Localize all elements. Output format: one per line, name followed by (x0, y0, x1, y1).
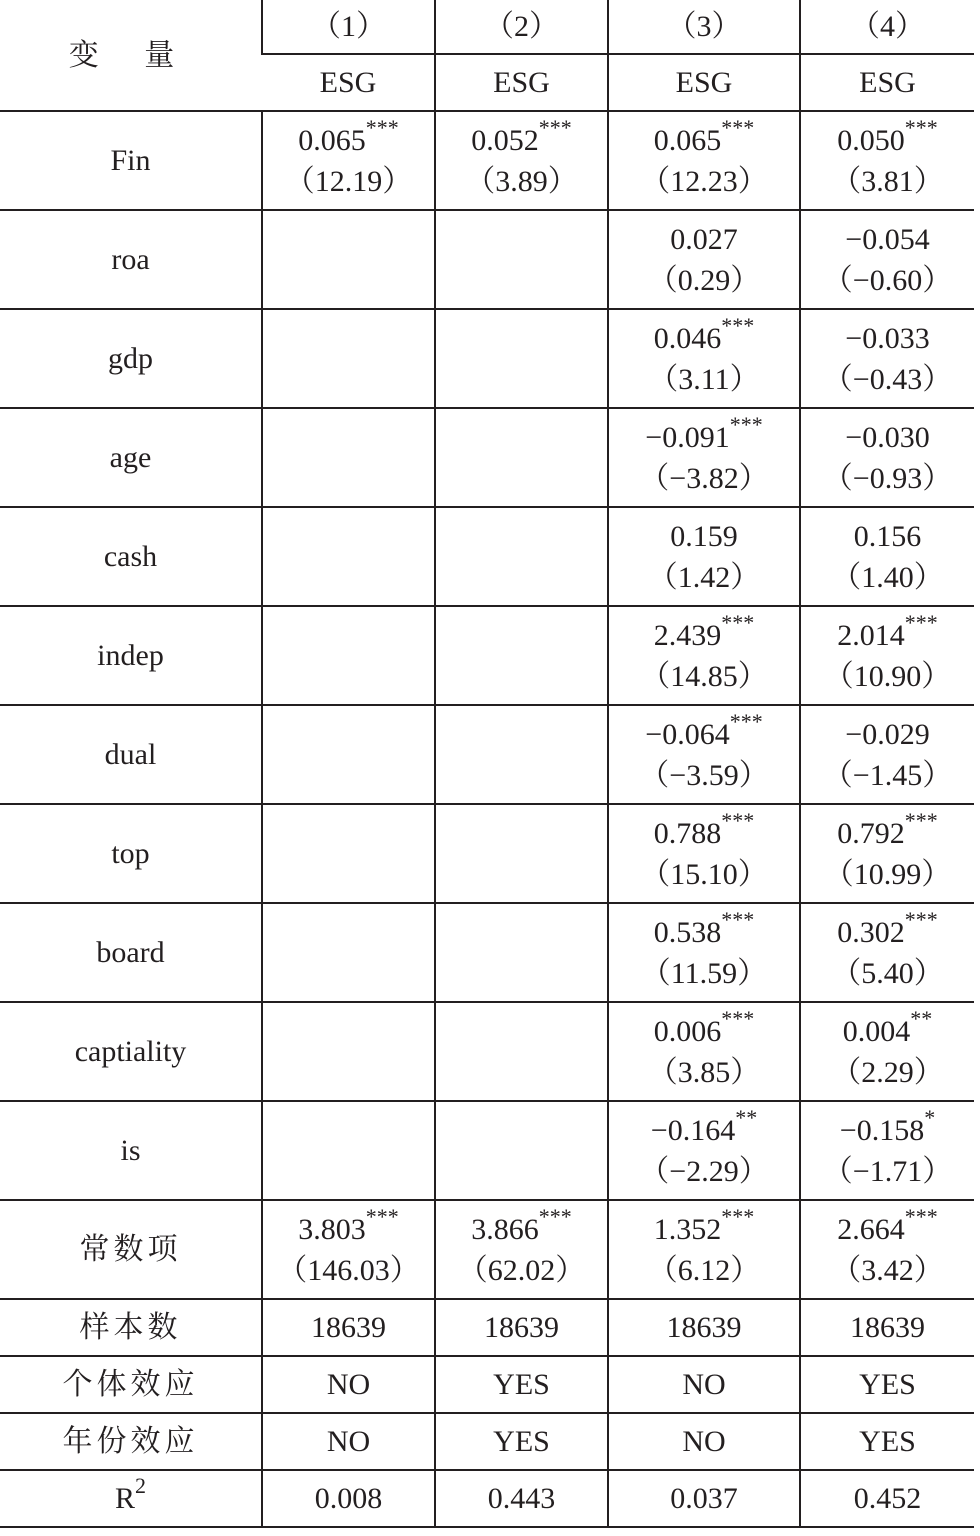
coef-cell (800, 606, 974, 705)
coef-value: 0.006 (653, 1014, 722, 1048)
coef-value: 0.159 (670, 519, 738, 553)
coef-value: −0.029 (845, 717, 930, 751)
coef-value: 0.302 (837, 915, 905, 949)
t-statistic: （1.40） (831, 560, 944, 594)
coef-cell (435, 1002, 608, 1101)
significance-stars: ** (735, 1104, 758, 1130)
coef-cell (608, 111, 800, 210)
coef-cell (800, 210, 974, 309)
coefficient (609, 219, 799, 260)
dep-var-3: ESG (608, 54, 800, 111)
value-cell: 0.008 (262, 1470, 435, 1527)
coef-cell (435, 903, 608, 1002)
row-label: 常数项 (0, 1200, 262, 1299)
t-statistic: （−0.43） (822, 362, 953, 396)
coef-value: −0.033 (845, 321, 930, 355)
coef-cell (435, 507, 608, 606)
coef-value: −0.064 (645, 717, 730, 751)
significance-stars: *** (538, 114, 572, 140)
t-statistic: （−2.29） (639, 1154, 769, 1188)
coef-cell (800, 1002, 974, 1101)
coef-value: 0.052 (471, 123, 539, 157)
coef-cell (262, 210, 435, 309)
coef-value: 0.538 (653, 915, 722, 949)
value-cell: 18639 (608, 1299, 800, 1356)
coef-cell (608, 1101, 800, 1200)
coef-cell (800, 804, 974, 903)
coef-cell (608, 606, 800, 705)
coef-cell (608, 309, 800, 408)
table-row (0, 804, 974, 903)
coef-value: 3.866 (471, 1212, 539, 1246)
t-statistic: （5.40） (831, 956, 944, 990)
coefficient (801, 906, 974, 953)
value-cell: NO (608, 1356, 800, 1413)
row-label: cash (0, 507, 262, 606)
coef-cell (262, 309, 435, 408)
coef-cell (262, 1200, 435, 1299)
col-number-3: （3） (608, 0, 800, 54)
value-cell: YES (800, 1413, 974, 1470)
coef-value: −0.054 (845, 222, 930, 256)
t-statistic: （1.42） (647, 560, 761, 594)
significance-stars: *** (729, 411, 763, 437)
row-label (0, 1299, 262, 1356)
significance-stars: *** (904, 906, 938, 932)
significance-stars: *** (721, 1203, 755, 1229)
row-label (0, 1470, 262, 1527)
coef-value: −0.158 (839, 1113, 925, 1147)
coef-cell (262, 507, 435, 606)
coef-value: 0.046 (653, 321, 722, 355)
significance-stars: *** (721, 807, 755, 833)
significance-stars: *** (365, 1203, 399, 1229)
coef-cell (435, 804, 608, 903)
row-label: age (0, 408, 262, 507)
t-statistic: （−3.82） (639, 461, 769, 495)
value-cell: 18639 (262, 1299, 435, 1356)
coefficient (801, 1203, 974, 1250)
coefficient (801, 1005, 974, 1052)
dep-var-2: ESG (435, 54, 608, 111)
significance-stars: *** (721, 312, 755, 338)
row-label: captiality (0, 1002, 262, 1101)
table-row (0, 1101, 974, 1200)
table-row (0, 408, 974, 507)
coef-value: −0.164 (650, 1113, 736, 1147)
coefficient (609, 411, 799, 458)
coefficient (436, 114, 607, 161)
significance-stars: *** (721, 609, 755, 635)
coef-cell (608, 408, 800, 507)
t-statistic: （2.29） (831, 1055, 944, 1089)
value-cell: 0.452 (800, 1470, 974, 1527)
row-label: top (0, 804, 262, 903)
coef-cell (800, 705, 974, 804)
t-statistic: （14.85） (640, 659, 768, 693)
value-cell: 18639 (435, 1299, 608, 1356)
coef-value: −0.030 (845, 420, 930, 454)
significance-stars: *** (904, 807, 938, 833)
significance-stars: *** (904, 114, 938, 140)
t-statistic: （−1.71） (822, 1154, 953, 1188)
row-label (0, 1413, 262, 1470)
row-label: dual (0, 705, 262, 804)
coef-cell (800, 111, 974, 210)
coef-cell (262, 903, 435, 1002)
col-number-1: （1） (262, 0, 435, 54)
variable-header: 变 量 (0, 0, 262, 111)
table-row (0, 1002, 974, 1101)
coef-cell (800, 507, 974, 606)
coef-value: −0.091 (645, 420, 730, 454)
coef-cell (262, 1002, 435, 1101)
t-statistic: （146.03） (277, 1253, 420, 1287)
coef-cell (800, 903, 974, 1002)
coef-cell (262, 408, 435, 507)
coef-cell (800, 408, 974, 507)
row-label-text: R (114, 1482, 135, 1515)
significance-stars: *** (729, 708, 763, 734)
coef-cell (608, 1200, 800, 1299)
coef-cell (435, 1200, 608, 1299)
t-statistic: （−0.60） (822, 263, 953, 297)
coefficient (801, 807, 974, 854)
coef-cell (262, 606, 435, 705)
t-statistic: （15.10） (640, 857, 768, 891)
coef-cell (262, 804, 435, 903)
coefficient (609, 516, 799, 557)
value-cell: YES (800, 1356, 974, 1413)
table-row (0, 903, 974, 1002)
table-row (0, 606, 974, 705)
value-cell: YES (435, 1413, 608, 1470)
row-label: roa (0, 210, 262, 309)
row-label (0, 1356, 262, 1413)
row-label: Fin (0, 111, 262, 210)
coefficient (609, 906, 799, 953)
coefficient (609, 312, 799, 359)
coef-cell (800, 1101, 974, 1200)
col-number-4: （4） (800, 0, 974, 54)
coefficient (801, 609, 974, 656)
t-statistic: （3.85） (647, 1055, 761, 1089)
value-cell: 0.443 (435, 1470, 608, 1527)
t-statistic: （3.11） (648, 362, 760, 396)
coef-cell (608, 210, 800, 309)
coef-cell (435, 1101, 608, 1200)
coefficient (609, 1005, 799, 1052)
coefficient (263, 1203, 434, 1250)
coef-value: 0.156 (853, 519, 922, 553)
value-cell: 18639 (800, 1299, 974, 1356)
t-statistic: （−1.45） (822, 758, 953, 792)
coef-cell (435, 606, 608, 705)
coef-cell (435, 705, 608, 804)
row-label: gdp (0, 309, 262, 408)
coef-cell (608, 804, 800, 903)
coef-cell (608, 903, 800, 1002)
significance-stars: * (924, 1104, 936, 1130)
coef-value: 0.065 (298, 123, 366, 157)
t-statistic: （3.42） (831, 1253, 944, 1287)
row-label: board (0, 903, 262, 1002)
row-label: indep (0, 606, 262, 705)
t-statistic: （12.19） (284, 164, 413, 198)
table-row (0, 111, 974, 210)
coef-value: 2.664 (837, 1212, 905, 1246)
coef-cell (435, 210, 608, 309)
coefficient (801, 219, 974, 260)
significance-stars: ** (910, 1005, 933, 1031)
col-number-2: （2） (435, 0, 608, 54)
coefficient (609, 114, 799, 161)
coefficient (801, 114, 974, 161)
coef-cell (435, 111, 608, 210)
t-statistic: （11.59） (640, 956, 768, 990)
coef-cell (262, 1101, 435, 1200)
t-statistic: （3.81） (831, 164, 944, 198)
dep-var-4: ESG (800, 54, 974, 111)
t-statistic: （−3.59） (639, 758, 769, 792)
t-statistic: （6.12） (647, 1253, 761, 1287)
coef-value: 1.352 (653, 1212, 722, 1246)
r-squared-row (0, 1470, 974, 1527)
significance-stars: *** (904, 609, 938, 635)
coefficient (801, 516, 974, 557)
value-cell: NO (262, 1356, 435, 1413)
significance-stars: *** (721, 1005, 755, 1031)
coefficient (609, 807, 799, 854)
coef-cell (435, 309, 608, 408)
table-row (0, 705, 974, 804)
coefficient (609, 708, 799, 755)
coef-cell (435, 408, 608, 507)
coef-cell (800, 309, 974, 408)
coef-cell (608, 507, 800, 606)
row-label: is (0, 1101, 262, 1200)
t-statistic: （0.29） (647, 263, 761, 297)
coefficient (609, 609, 799, 656)
coefficient (801, 714, 974, 755)
table-row (0, 507, 974, 606)
r2-superscript: 2 (135, 1473, 146, 1498)
significance-stars: *** (721, 906, 755, 932)
coefficient (609, 1104, 799, 1151)
value-cell: YES (435, 1356, 608, 1413)
coef-cell (608, 705, 800, 804)
coef-value: 0.792 (837, 816, 905, 850)
t-statistic: （10.90） (823, 659, 952, 693)
value-cell: NO (608, 1413, 800, 1470)
t-statistic: （62.02） (457, 1253, 586, 1287)
significance-stars: *** (721, 114, 755, 140)
t-statistic: （−0.93） (822, 461, 953, 495)
table-row (0, 1200, 974, 1299)
row-label-text: 样本数 (79, 1310, 182, 1345)
t-statistic: （3.89） (465, 164, 578, 198)
coef-value: 3.803 (298, 1212, 366, 1246)
coef-cell (800, 1200, 974, 1299)
t-statistic: （10.99） (823, 857, 952, 891)
significance-stars: *** (904, 1203, 938, 1229)
coef-value: 0.788 (653, 816, 722, 850)
sample-size-row (0, 1299, 974, 1356)
table-row (0, 210, 974, 309)
coefficient (801, 1104, 974, 1151)
coef-value: 0.027 (670, 222, 738, 256)
coef-value: 2.014 (837, 618, 905, 652)
header-row-col-numbers (0, 0, 974, 54)
row-label-text: 年份效应 (62, 1424, 199, 1459)
t-statistic: （12.23） (640, 164, 768, 198)
significance-stars: *** (365, 114, 399, 140)
row-label-text: 个体效应 (62, 1367, 199, 1402)
dep-var-1: ESG (262, 54, 435, 111)
coefficient (801, 318, 974, 359)
coef-value: 0.004 (842, 1014, 911, 1048)
value-cell: 0.037 (608, 1470, 800, 1527)
coef-value: 0.050 (837, 123, 905, 157)
coef-value: 0.065 (653, 123, 722, 157)
coef-cell (262, 111, 435, 210)
year-effect-row (0, 1413, 974, 1470)
coefficient (436, 1203, 607, 1250)
value-cell: NO (262, 1413, 435, 1470)
coef-cell (262, 705, 435, 804)
individual-effect-row (0, 1356, 974, 1413)
significance-stars: *** (538, 1203, 572, 1229)
table-row (0, 309, 974, 408)
coef-value: 2.439 (653, 618, 722, 652)
coefficient (801, 417, 974, 458)
coefficient (263, 114, 434, 161)
coefficient (609, 1203, 799, 1250)
coef-cell (608, 1002, 800, 1101)
